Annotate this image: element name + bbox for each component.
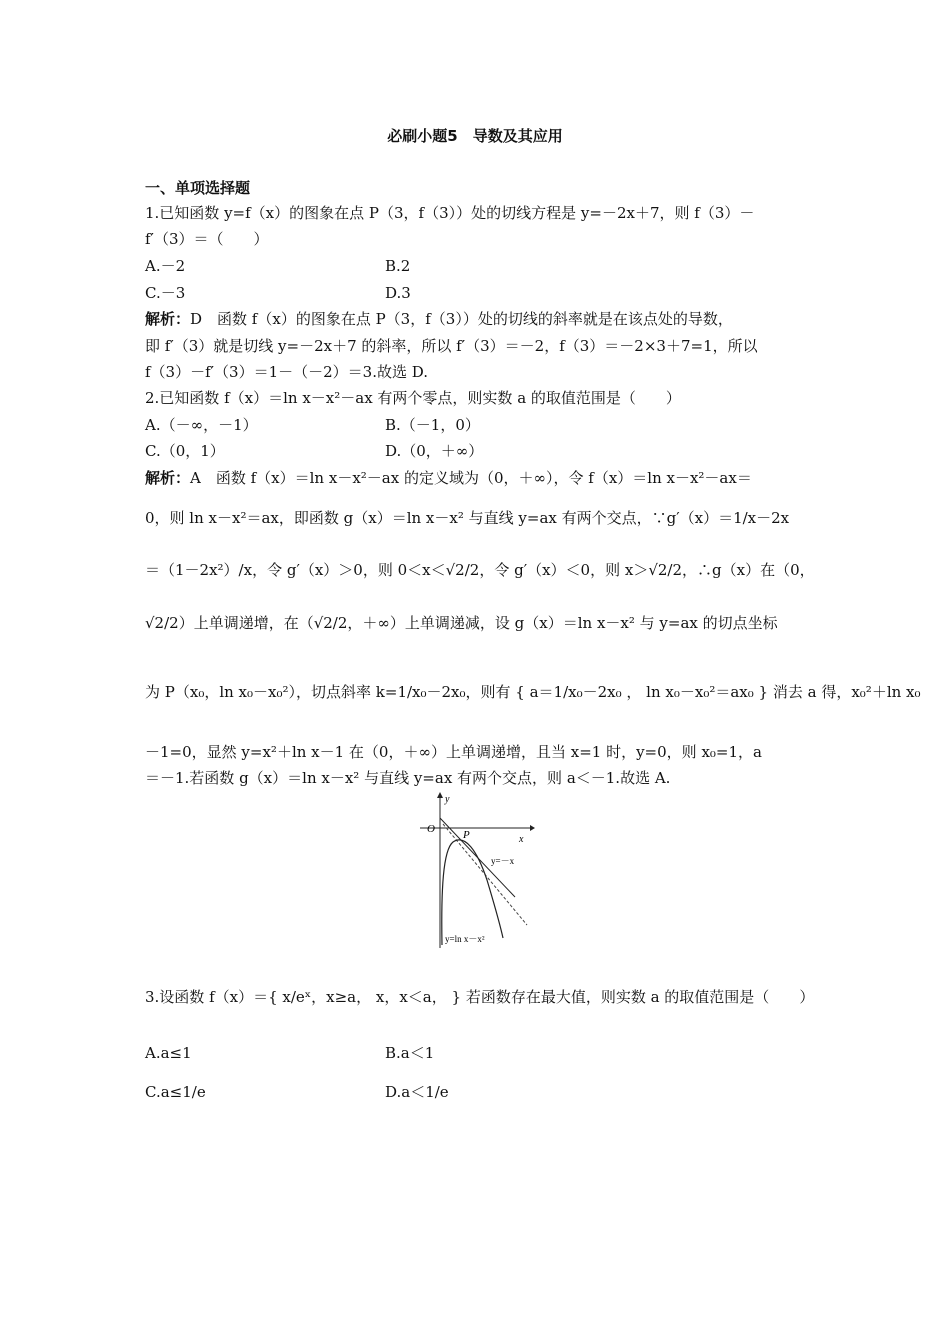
q2-solution-text1: A 函数 f（x）＝ln x－x²－ax 的定义域为（0，＋∞），令 f（x）＝ln x－x²－ax＝: [190, 469, 752, 487]
q2-solution-line2: 0，则 ln x－x²＝ax，即函数 g（x）＝ln x－x² 与直线 y=ax 有两个交点，∵g′（x）＝1/x－2x: [145, 509, 790, 527]
x-axis-arrow: [530, 825, 535, 831]
q2-solution-line1: [145, 468, 805, 488]
line-label: y=－x: [491, 856, 515, 866]
function-graph-figure: [415, 790, 535, 950]
q1-stem-line2: f′（3）＝（ ）: [145, 230, 269, 248]
q1-solution-line3: f（3）－f′（3）＝1－（－2）＝3.故选 D.: [145, 363, 429, 381]
q2-options-cd: [145, 441, 805, 461]
q2-option-c: C.（0，1）: [145, 442, 225, 460]
q1-option-b: B.2: [385, 257, 411, 275]
q2-option-d: D.（0，＋∞）: [385, 442, 484, 460]
q1-solution-label: 解析：: [145, 310, 191, 328]
q1-option-c: C.－3: [145, 284, 186, 302]
q1-solution-text1: D 函数 f（x）的图象在点 P（3，f（3））处的切线的斜率就是在该点处的导数，: [190, 310, 733, 328]
q1-options-cd: [145, 283, 805, 303]
q1-solution-line2: 即 f′（3）就是切线 y=－2x＋7 的斜率，所以 f′（3）＝－2，f（3）＝－2×3＋7=1，所以: [145, 337, 758, 355]
q1-option-d: D.3: [385, 284, 411, 302]
q3-options-ab: [145, 1043, 805, 1063]
q2-option-a: A.（－∞，－1）: [145, 416, 258, 434]
page-title: 必刷小题5 导数及其应用: [387, 127, 563, 145]
q2-option-b: B.（－1，0）: [385, 416, 480, 434]
q1-option-a: A.－2: [145, 257, 186, 275]
origin-label: O: [427, 823, 435, 835]
curve-label: y=ln x－x²: [445, 934, 485, 944]
section-heading: 一、单项选择题: [145, 179, 251, 197]
q1-options-ab: [145, 256, 805, 276]
q3-stem: 3.设函数 f（x）＝{ x/eˣ，x≥a， x，x＜a， } 若函数存在最大值，则实数 a 的取值范围是（ ）: [145, 988, 815, 1006]
q3-option-d: D.a＜1/e: [385, 1083, 449, 1101]
q2-stem: 2.已知函数 f（x）＝ln x－x²－ax 有两个零点，则实数 a 的取值范围是（ ）: [145, 389, 681, 407]
q2-solution-line7: ＝－1.若函数 g（x）＝ln x－x² 与直线 y=ax 有两个交点，则 a＜－1.故选 A.: [145, 769, 671, 787]
q1-solution-line1: [145, 309, 805, 329]
q2-solution-line5: 为 P（x₀，ln x₀－x₀²），切点斜率 k=1/x₀－2x₀，则有 { a＝1/x₀－2x₀ ， ln x₀－x₀²＝ax₀ } 消去 a 得，x₀²＋ln x₀: [145, 683, 921, 701]
x-axis-label: x: [519, 834, 524, 845]
q3-option-b: B.a＜1: [385, 1044, 435, 1062]
q2-options-ab: [145, 415, 805, 435]
q3-options-cd: [145, 1082, 805, 1102]
y-axis-label: y: [445, 794, 450, 805]
q3-option-c: C.a≤1/e: [145, 1083, 206, 1101]
q2-solution-line3: ＝（1－2x²）/x，令 g′（x）＞0，则 0＜x＜√2/2，令 g′（x）＜0，则 x＞√2/2，∴g（x）在（0，: [145, 561, 815, 579]
q2-solution-label: 解析：: [145, 469, 191, 487]
y-axis-arrow: [437, 792, 443, 798]
q1-stem-line1: 1.已知函数 y=f（x）的图象在点 P（3，f（3））处的切线方程是 y=－2x＋7，则 f（3）－: [145, 204, 755, 222]
q2-solution-line6: －1=0，显然 y=x²＋ln x－1 在（0，＋∞）上单调递增，且当 x=1 时，y=0，则 x₀=1，a: [145, 743, 762, 761]
q2-solution-line4: √2/2）上单调递增，在（√2/2，＋∞）上单调递减，设 g（x）＝ln x－x² 与 y=ax 的切点坐标: [145, 614, 778, 632]
point-p-label: P: [463, 829, 470, 841]
q3-option-a: A.a≤1: [145, 1044, 192, 1062]
